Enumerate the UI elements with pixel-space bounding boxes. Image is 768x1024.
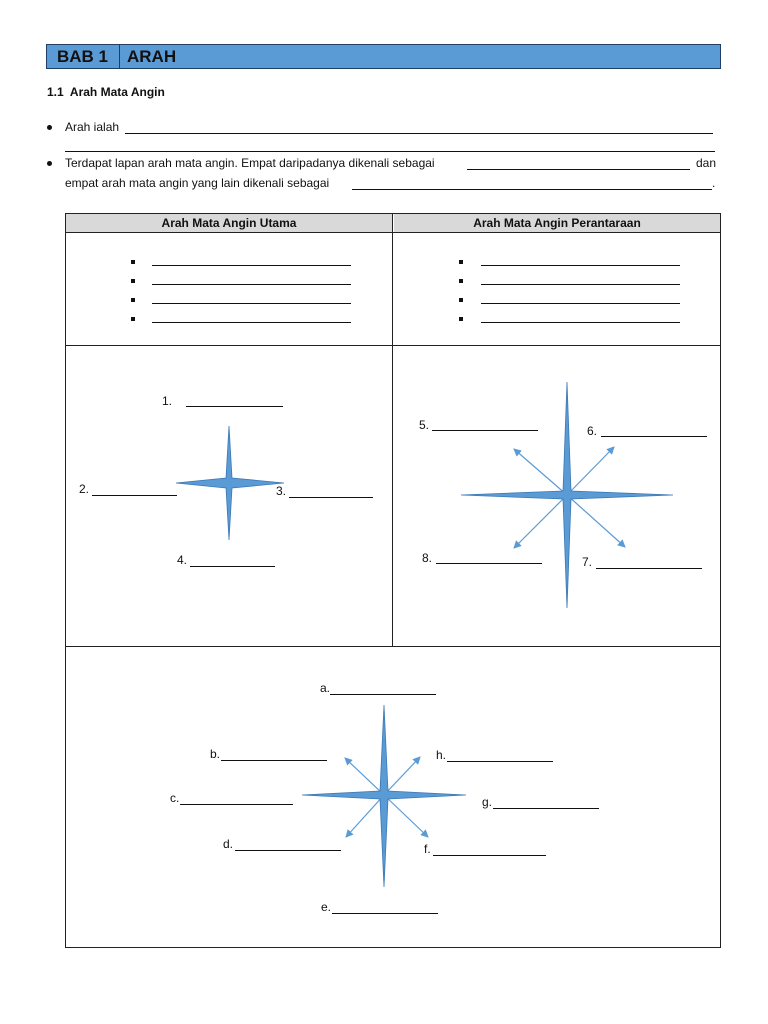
list-bullet [459, 279, 463, 283]
label-h: h. [436, 748, 447, 762]
column-header-main: Arah Mata Angin Utama [66, 214, 392, 232]
answer-line[interactable] [432, 430, 538, 431]
list-bullet [131, 279, 135, 283]
answer-line[interactable] [447, 761, 553, 762]
compass-star-icon [176, 426, 287, 540]
list-bullet [131, 298, 135, 302]
list-bullet [131, 260, 135, 264]
label-c: c. [170, 791, 180, 805]
compass-star-icon [461, 382, 673, 608]
label-3: 3. [276, 484, 287, 498]
compass-main-figure [66, 346, 392, 646]
bullet-2-period: . [712, 176, 716, 190]
compass-star-icon [302, 705, 466, 887]
bullet-dot [47, 125, 52, 130]
answer-line[interactable] [152, 303, 351, 304]
column-header-intermediate: Arah Mata Angin Perantaraan [394, 214, 720, 232]
label-8: 8. [422, 551, 433, 565]
arrow-northeast [384, 757, 420, 795]
answer-line[interactable] [152, 284, 351, 285]
answer-line[interactable] [601, 436, 707, 437]
answer-line[interactable] [125, 133, 713, 134]
bullet-1-text: Arah ialah [65, 120, 120, 134]
answer-line[interactable] [289, 497, 373, 498]
bullet-2-line1: Terdapat lapan arah mata angin. Empat daripadanya dikenali sebagai [65, 156, 435, 170]
answer-line[interactable] [481, 322, 680, 323]
bullet-dot [47, 161, 52, 166]
label-5: 5. [419, 418, 430, 432]
answer-line[interactable] [152, 265, 351, 266]
answer-line[interactable] [330, 694, 436, 695]
list-bullet [459, 298, 463, 302]
answer-line[interactable] [92, 495, 177, 496]
section-number: 1.1 [47, 85, 64, 99]
row-divider [66, 232, 720, 233]
arrow-northwest [514, 449, 567, 495]
answer-line[interactable] [235, 850, 341, 851]
label-g: g. [482, 795, 493, 809]
label-b: b. [210, 747, 221, 761]
section-heading [47, 85, 165, 99]
answer-line[interactable] [332, 913, 438, 914]
answer-line[interactable] [436, 563, 542, 564]
label-e: e. [321, 900, 332, 914]
answer-line[interactable] [433, 855, 546, 856]
arrow-northeast [567, 447, 614, 495]
label-f: f. [424, 842, 431, 856]
label-a: a. [320, 681, 331, 695]
section-title: Arah Mata Angin [69, 85, 165, 99]
compass-intermediate-figure [393, 346, 720, 646]
compass-eight-figure [66, 647, 720, 947]
answer-line[interactable] [481, 265, 680, 266]
label-1: 1. [162, 394, 173, 408]
list-bullet [131, 317, 135, 321]
label-d: d. [223, 837, 234, 851]
label-7: 7. [582, 555, 593, 569]
bullet-2-and: dan [696, 156, 717, 170]
answer-line[interactable] [186, 406, 283, 407]
list-bullet [459, 317, 463, 321]
answer-line[interactable] [481, 284, 680, 285]
answer-line[interactable] [190, 566, 275, 567]
label-4: 4. [177, 553, 188, 567]
bullet-2-line2: empat arah mata angin yang lain dikenali sebagai [65, 176, 330, 190]
answer-line[interactable] [493, 808, 599, 809]
arrow-northwest [345, 758, 384, 795]
answer-line[interactable] [481, 303, 680, 304]
label-2: 2. [79, 482, 90, 496]
answer-line[interactable] [352, 189, 712, 190]
label-6: 6. [587, 424, 598, 438]
answer-line[interactable] [596, 568, 702, 569]
chapter-header [46, 44, 721, 69]
answer-line[interactable] [467, 169, 690, 170]
answer-line[interactable] [152, 322, 351, 323]
arrow-southeast [567, 495, 625, 547]
chapter-number: BAB 1 [47, 45, 120, 68]
chapter-title: ARAH [127, 47, 177, 66]
answer-line[interactable] [65, 151, 715, 152]
answer-line[interactable] [221, 760, 327, 761]
answer-line[interactable] [180, 804, 293, 805]
list-bullet [459, 260, 463, 264]
arrow-southwest [514, 495, 567, 548]
arrow-southwest [346, 795, 384, 837]
arrow-southeast [384, 795, 428, 837]
